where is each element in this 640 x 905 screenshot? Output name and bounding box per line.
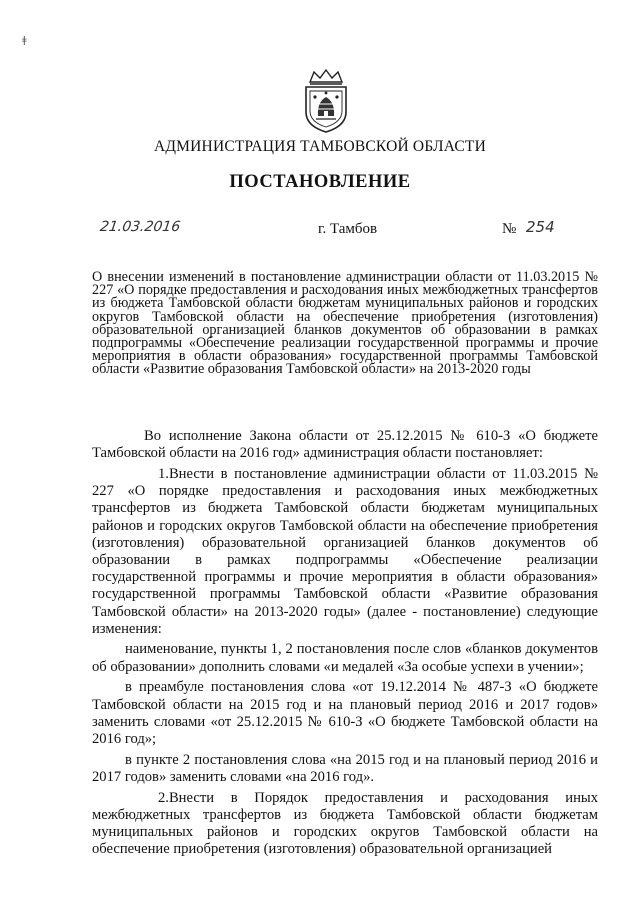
margin-mark: ǂ [22, 35, 27, 46]
coat-of-arms-icon [300, 68, 352, 134]
preamble-paragraph: Во исполнение Закона области от 25.12.2015 № 610-З «О бюджете Тамбовской области на 2016 год» администрация области постановляет: [92, 428, 598, 462]
decree-subject: О внесении изменений в постановление администрации области от 11.03.2015 № 227 «О порядке предоставления и расходования иных межбюджетных трансфертов из бюджета Тамбовской области бюджетам муниципальных районов и городских округов Тамбовской области на обеспечение приобретения (изготовления) образовательной организацией бланков документов об образовании в рамках подпрограммы «Обеспечение реализации государственной программы и прочие мероприятия в области образования» государственной программы Тамбовской области «Развитие образования Тамбовской области» на 2013-2020 годы [92, 269, 598, 378]
document-title: ПОСТАНОВЛЕНИЕ [229, 172, 411, 192]
change-3-paragraph: в пункте 2 постановления слова «на 2015 год и на плановый период 2016 и 2017 годов» заменить словами «на 2016 год». [92, 751, 598, 785]
item-2-paragraph [92, 790, 598, 859]
item-2-number: 2. [158, 789, 169, 806]
number-label: № [502, 221, 517, 237]
item-1-number: 1. [158, 465, 169, 482]
organization-name: АДМИНИСТРАЦИЯ ТАМБОВСКОЙ ОБЛАСТИ [154, 138, 486, 155]
handwritten-date: 21.03.2016 [98, 219, 182, 235]
item-1-paragraph [92, 466, 598, 638]
item-2-text: Внести в Порядок предоставления и расходования иных межбюджетных трансфертов из бюджета Тамбовской области бюджетам муниципальных районов и городских округов Тамбовской области на обеспечение приобретения (изготовления) образовательной организацией [92, 789, 598, 858]
change-2-paragraph: в преамбуле постановления слова «от 19.12.2014 № 487-З «О бюджете Тамбовской области на 2015 год и на плановый период 2016 и 2017 годов» заменить словами «от 25.12.2015 № 610-З «О бюджете Тамбовской области на 2016 год»; [92, 679, 598, 747]
change-1-paragraph: наименование, пункты 1, 2 постановления после слов «бланков документов об образовании» дополнить словами «и медалей «За особые успехи в учении»; [92, 641, 598, 675]
item-1-text: Внести в постановление администрации области от 11.03.2015 № 227 «О порядке предоставления и расходования иных межбюджетных трансфертов из бюджета Тамбовской области бюджетам муниципальных районов и городских округов Тамбовской области на обеспечение приобретения (изготовления) образовательной организацией бланков документов об образовании в рамках подпрограммы «Обеспечение реализации государственной программы и прочие мероприятия в области образования» государственной программы Тамбовской области «Развитие образования Тамбовской области» на 2013-2020 годы» (далее - постановление) следующие изменения: [92, 465, 598, 637]
handwritten-number: 254 [526, 218, 555, 236]
city-label: г. Тамбов [318, 221, 378, 237]
decree-body [92, 428, 598, 862]
